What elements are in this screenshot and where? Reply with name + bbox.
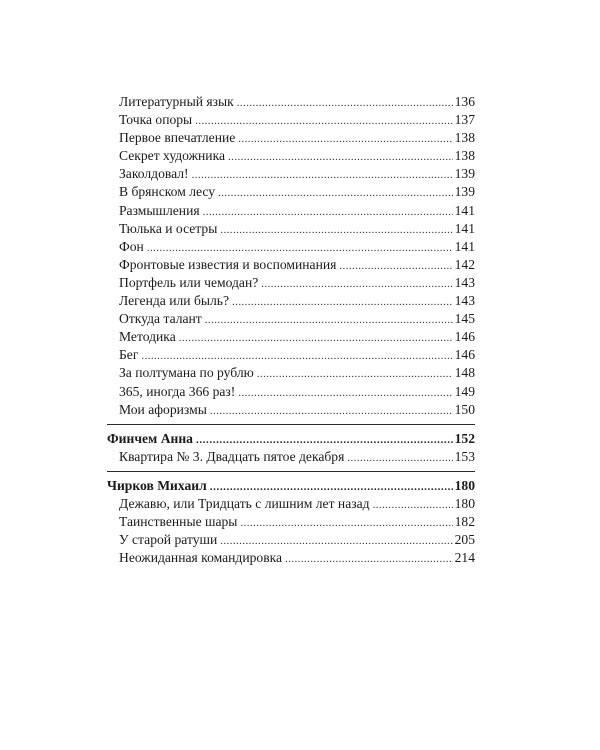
toc-entry-title: У старой ратуши — [119, 532, 218, 548]
toc-entry-page: 141 — [454, 238, 475, 254]
toc-entry[interactable] — [107, 129, 475, 147]
dot-leader — [210, 402, 453, 420]
dot-leader — [257, 365, 453, 383]
toc-author-name: Чирков Михаил — [107, 477, 207, 493]
toc-entry[interactable] — [107, 328, 475, 346]
dot-leader — [220, 221, 452, 239]
toc-entry-page: 180 — [454, 495, 475, 511]
toc-entry-title: Размышления — [119, 202, 200, 218]
toc-entry-page: 141 — [454, 220, 475, 236]
dot-leader — [196, 431, 453, 449]
toc-entry[interactable] — [107, 549, 475, 567]
toc-entry-page: 150 — [454, 401, 475, 417]
toc-entry-page: 149 — [454, 383, 475, 399]
toc-entry-title: Заколдовал! — [119, 166, 189, 182]
dot-leader — [179, 329, 453, 347]
toc-entry-page: 137 — [454, 112, 475, 128]
toc-entry[interactable] — [107, 401, 475, 419]
toc-entry[interactable] — [107, 448, 475, 466]
toc-entry-page: 139 — [454, 166, 475, 182]
toc-entry-page: 214 — [454, 550, 475, 566]
toc-entry-page: 136 — [454, 94, 475, 109]
toc-entry-page: 138 — [454, 130, 475, 146]
toc-entry-title: Первое впечатление — [119, 130, 236, 146]
dot-leader — [261, 275, 452, 293]
toc-entry[interactable] — [107, 111, 475, 129]
dot-leader — [347, 449, 452, 467]
toc-entry-title: Точка опоры — [119, 112, 193, 128]
dot-leader — [203, 203, 453, 221]
toc-entry-page: 143 — [454, 274, 475, 290]
dot-leader — [238, 130, 452, 148]
toc-entry[interactable] — [107, 310, 475, 328]
dot-leader — [220, 532, 452, 550]
dot-leader — [240, 514, 452, 532]
toc-entry[interactable] — [107, 183, 475, 201]
toc-entry-page: 205 — [454, 532, 475, 548]
toc-entry-page: 142 — [454, 256, 475, 272]
toc-entry[interactable] — [107, 364, 475, 382]
toc-entry-title: Бег — [119, 347, 139, 363]
dot-leader — [285, 550, 453, 568]
dot-leader — [218, 184, 453, 202]
toc-entry-page: 146 — [454, 329, 475, 345]
toc-entry[interactable] — [107, 513, 475, 531]
dot-leader — [205, 311, 453, 329]
dot-leader — [192, 166, 453, 184]
toc-entry[interactable] — [107, 274, 475, 292]
toc-entry-title: Откуда талант — [119, 311, 202, 327]
dot-leader — [238, 384, 452, 402]
toc-entry-title: Литературный язык — [119, 94, 234, 109]
toc-entry-page: 141 — [454, 202, 475, 218]
toc-entry-title: Фон — [119, 238, 144, 254]
toc-entry[interactable] — [107, 165, 475, 183]
toc-entry-page: 148 — [454, 365, 475, 381]
toc-entry-title: 365, иногда 366 раз! — [119, 383, 236, 399]
toc-entry-page: 139 — [454, 184, 475, 200]
toc-entry-title: Неожиданная командировка — [119, 550, 283, 566]
dot-leader — [237, 94, 453, 112]
toc-entry[interactable] — [107, 383, 475, 401]
toc-entry-page: 138 — [454, 148, 475, 164]
toc-author-page: 180 — [454, 477, 475, 493]
toc-entry[interactable] — [107, 147, 475, 165]
toc-entry-title: В брянском лесу — [119, 184, 215, 200]
toc-entry-title: За полтумана по рублю — [119, 365, 254, 381]
toc-entry-page: 143 — [454, 293, 475, 309]
toc-entry[interactable] — [107, 93, 475, 111]
toc-entry-title: Мои афоризмы — [119, 401, 207, 417]
table-of-contents — [107, 93, 475, 567]
toc-entry[interactable] — [107, 202, 475, 220]
toc-entry[interactable] — [107, 220, 475, 238]
toc-author-heading[interactable] — [107, 477, 475, 495]
toc-entry-page: 153 — [454, 448, 475, 464]
dot-leader — [339, 257, 452, 275]
toc-entry[interactable] — [107, 346, 475, 364]
toc-entry[interactable] — [107, 495, 475, 513]
dot-leader — [141, 347, 452, 365]
toc-entry-title: Секрет художника — [119, 148, 226, 164]
toc-author-page: 152 — [454, 430, 475, 446]
toc-entry-title: Тюлька и осетры — [119, 220, 218, 236]
toc-entry[interactable] — [107, 531, 475, 549]
toc-author-heading[interactable] — [107, 430, 475, 448]
dot-leader — [373, 496, 453, 514]
toc-entry[interactable] — [107, 256, 475, 274]
toc-entry[interactable] — [107, 292, 475, 310]
section-divider — [107, 471, 475, 472]
toc-entry-title: Дежавю, или Тридцать с лишним лет назад — [119, 495, 370, 511]
dot-leader — [195, 112, 452, 130]
dot-leader — [228, 148, 453, 166]
toc-entry-page: 145 — [454, 311, 475, 327]
toc-entry-title: Портфель или чемодан? — [119, 274, 259, 290]
toc-entry-page: 182 — [454, 514, 475, 530]
toc-entry-title: Методика — [119, 329, 176, 345]
toc-author-name: Финчем Анна — [107, 430, 193, 446]
toc-entry-title: Квартира № 3. Двадцать пятое декабря — [119, 448, 345, 464]
toc-entry-page: 146 — [454, 347, 475, 363]
dot-leader — [147, 239, 453, 257]
toc-entry-title: Легенда или быль? — [119, 293, 230, 309]
toc-entry-title: Фронтовые известия и воспоминания — [119, 256, 337, 272]
dot-leader — [232, 293, 453, 311]
toc-entry-title: Таинственные шары — [119, 514, 238, 530]
dot-leader — [210, 478, 453, 496]
toc-entry[interactable] — [107, 238, 475, 256]
section-divider — [107, 424, 475, 425]
